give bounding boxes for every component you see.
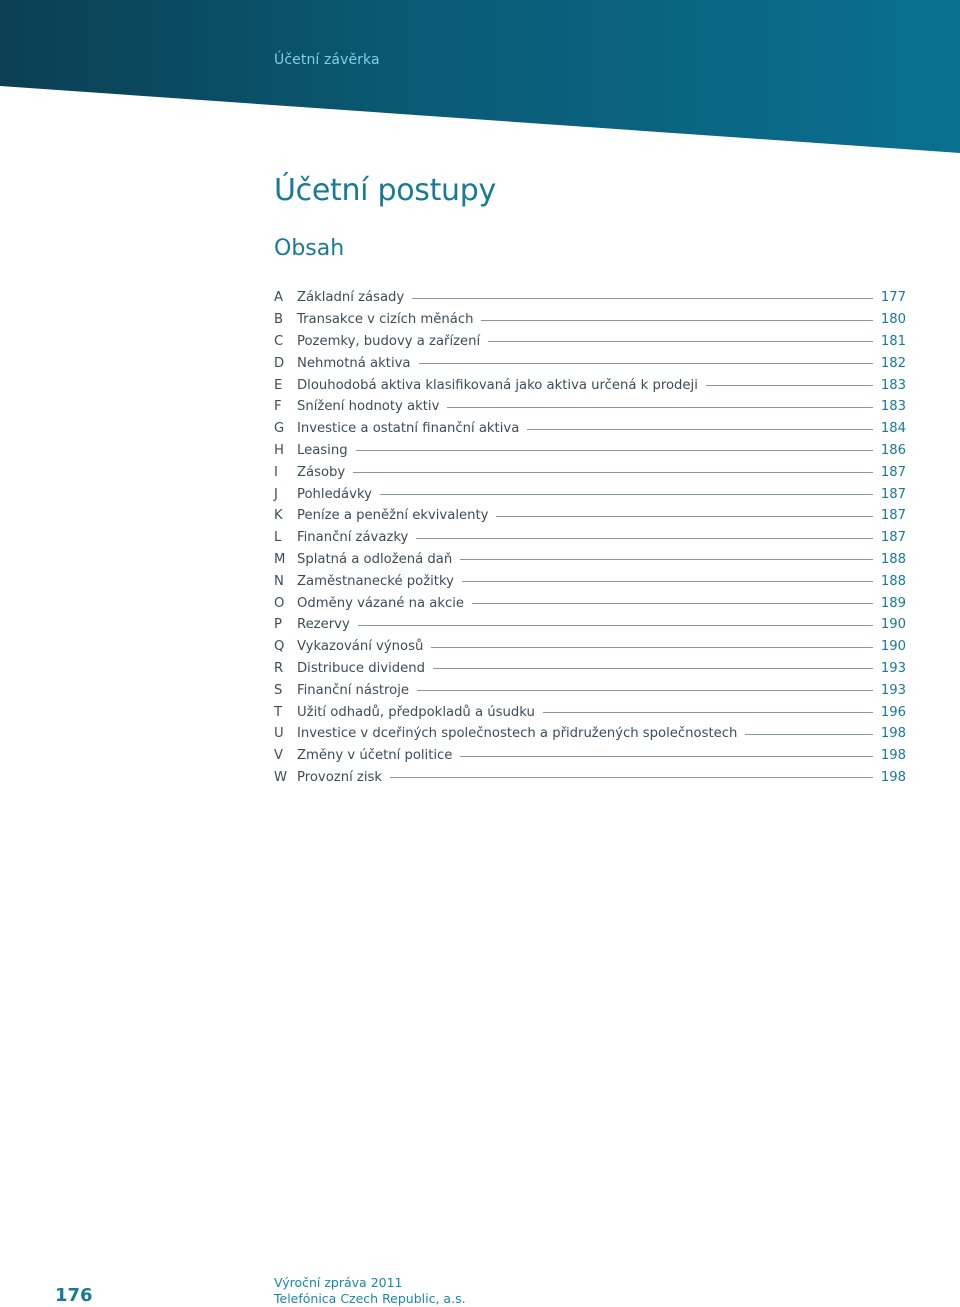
toc-entry-page: 190 bbox=[880, 639, 906, 655]
toc-entry[interactable] bbox=[274, 331, 906, 353]
toc-entry[interactable] bbox=[274, 636, 906, 658]
toc-entry-title: Investice v dceřiných společnostech a přidružených společnostech bbox=[297, 726, 738, 742]
toc-entry-page: 182 bbox=[880, 355, 906, 371]
toc-entry-title: Peníze a peněžní ekvivalenty bbox=[297, 508, 489, 524]
toc-entry[interactable] bbox=[274, 505, 906, 527]
toc-entry-page: 181 bbox=[880, 333, 906, 349]
toc-entry[interactable] bbox=[274, 352, 906, 374]
toc-leader-line bbox=[496, 516, 872, 517]
toc-entry-letter: L bbox=[274, 530, 282, 546]
toc-entry-title: Základní zásady bbox=[297, 290, 405, 306]
page-title: Účetní postupy bbox=[274, 173, 496, 208]
toc-entry-letter: T bbox=[274, 704, 283, 720]
toc-leader-line bbox=[419, 363, 873, 364]
toc-entry-page: 187 bbox=[880, 464, 906, 480]
toc-entry-title: Odměny vázané na akcie bbox=[297, 595, 464, 611]
toc-entry-letter: E bbox=[274, 377, 283, 393]
toc-entry-letter: N bbox=[274, 573, 284, 589]
toc-entry[interactable] bbox=[274, 396, 906, 418]
toc-entry-page: 198 bbox=[880, 769, 906, 785]
toc-entry[interactable] bbox=[274, 701, 906, 723]
toc-entry[interactable] bbox=[274, 287, 906, 309]
toc-entry-title: Dlouhodobá aktiva klasifikovaná jako aktiva určená k prodeji bbox=[297, 377, 698, 393]
toc-entry-letter: O bbox=[274, 595, 285, 611]
toc-entry-title: Transakce v cizích měnách bbox=[297, 312, 474, 328]
toc-entry-title: Užití odhadů, předpokladů a úsudku bbox=[297, 704, 535, 720]
toc-entry-letter: U bbox=[274, 726, 284, 742]
toc-entry-page: 190 bbox=[880, 617, 906, 633]
toc-entry-letter: D bbox=[274, 355, 285, 371]
toc-entry-letter: P bbox=[274, 617, 282, 633]
toc-entry[interactable] bbox=[274, 549, 906, 571]
toc-entry-page: 186 bbox=[880, 442, 906, 458]
toc-entry-letter: B bbox=[274, 312, 284, 328]
toc-entry-letter: Q bbox=[274, 639, 285, 655]
toc-entry-title: Zásoby bbox=[297, 464, 346, 480]
toc-entry-title: Snížení hodnoty aktiv bbox=[297, 399, 440, 415]
toc-leader-line bbox=[462, 581, 873, 582]
toc-entry-letter: R bbox=[274, 660, 284, 676]
section-label: Účetní závěrka bbox=[274, 52, 380, 68]
toc-entry[interactable] bbox=[274, 745, 906, 767]
toc-entry[interactable] bbox=[274, 679, 906, 701]
toc-entry-title: Splatná a odložená daň bbox=[297, 551, 453, 567]
toc-entry-page: 187 bbox=[880, 530, 906, 546]
toc-entry-page: 188 bbox=[880, 573, 906, 589]
footer-report-title: Výroční zpráva 2011 bbox=[274, 1275, 403, 1290]
toc-entry-letter: I bbox=[274, 464, 278, 480]
toc-leader-line bbox=[390, 777, 873, 778]
toc-entry-title: Investice a ostatní finanční aktiva bbox=[297, 421, 520, 437]
toc-entry[interactable] bbox=[274, 723, 906, 745]
toc-entry-page: 183 bbox=[880, 377, 906, 393]
toc-entry-title: Finanční nástroje bbox=[297, 682, 410, 698]
toc-leader-line bbox=[380, 494, 873, 495]
toc-leader-line bbox=[460, 756, 872, 757]
toc-entry-page: 196 bbox=[880, 704, 906, 720]
toc-entry[interactable] bbox=[274, 592, 906, 614]
toc-entry[interactable] bbox=[274, 418, 906, 440]
page-number: 176 bbox=[55, 1285, 93, 1306]
toc-entry-page: 187 bbox=[880, 508, 906, 524]
toc-entry-title: Pohledávky bbox=[297, 486, 372, 502]
toc-entry-page: 189 bbox=[880, 595, 906, 611]
toc-leader-line bbox=[431, 647, 873, 648]
toc-leader-line bbox=[433, 668, 873, 669]
toc-entry[interactable] bbox=[274, 527, 906, 549]
toc-entry-page: 184 bbox=[880, 421, 906, 437]
toc-entry[interactable] bbox=[274, 570, 906, 592]
toc-entry-letter: C bbox=[274, 333, 284, 349]
toc-entry[interactable] bbox=[274, 440, 906, 462]
toc-leader-line bbox=[412, 298, 873, 299]
header-band bbox=[0, 0, 960, 160]
toc-entry-title: Vykazování výnosů bbox=[297, 639, 424, 655]
toc-entry-title: Leasing bbox=[297, 442, 348, 458]
toc-entry-letter: S bbox=[274, 682, 283, 698]
toc-leader-line bbox=[488, 341, 873, 342]
toc-leader-line bbox=[356, 450, 873, 451]
toc-entry-page: 180 bbox=[880, 312, 906, 328]
toc-entry[interactable] bbox=[274, 658, 906, 680]
toc-leader-line bbox=[460, 559, 873, 560]
toc-leader-line bbox=[745, 734, 872, 735]
toc-entry-title: Zaměstnanecké požitky bbox=[297, 573, 454, 589]
toc-entry-letter: M bbox=[274, 551, 286, 567]
toc-entry-page: 177 bbox=[880, 290, 906, 306]
toc-heading: Obsah bbox=[274, 236, 345, 261]
toc-entry[interactable] bbox=[274, 767, 906, 789]
toc-leader-line bbox=[543, 712, 873, 713]
toc-leader-line bbox=[706, 385, 873, 386]
toc-entry-letter: W bbox=[274, 769, 288, 785]
toc-leader-line bbox=[417, 690, 873, 691]
toc-entry-letter: A bbox=[274, 290, 284, 306]
table-of-contents bbox=[274, 287, 906, 788]
footer bbox=[274, 1275, 466, 1307]
toc-entry-page: 187 bbox=[880, 486, 906, 502]
toc-leader-line bbox=[353, 472, 873, 473]
toc-entry-page: 193 bbox=[880, 682, 906, 698]
toc-entry-title: Distribuce dividend bbox=[297, 660, 425, 676]
toc-entry[interactable] bbox=[274, 461, 906, 483]
footer-company-name: Telefónica Czech Republic, a.s. bbox=[274, 1291, 466, 1306]
toc-entry-title: Rezervy bbox=[297, 617, 350, 633]
toc-entry-title: Nehmotná aktiva bbox=[297, 355, 411, 371]
toc-entry-title: Provozní zisk bbox=[297, 769, 383, 785]
toc-leader-line bbox=[481, 320, 872, 321]
toc-entry-page: 198 bbox=[880, 748, 906, 764]
toc-entry-page: 198 bbox=[880, 726, 906, 742]
toc-entry[interactable] bbox=[274, 614, 906, 636]
toc-entry-title: Pozemky, budovy a zařízení bbox=[297, 333, 481, 349]
toc-leader-line bbox=[358, 625, 873, 626]
toc-entry-page: 193 bbox=[880, 660, 906, 676]
toc-entry[interactable] bbox=[274, 483, 906, 505]
toc-entry-letter: J bbox=[274, 486, 278, 502]
toc-entry-title: Změny v účetní politice bbox=[297, 748, 453, 764]
toc-entry[interactable] bbox=[274, 309, 906, 331]
toc-entry-title: Finanční závazky bbox=[297, 530, 409, 546]
toc-entry[interactable] bbox=[274, 374, 906, 396]
toc-leader-line bbox=[416, 538, 872, 539]
toc-entry-letter: H bbox=[274, 442, 284, 458]
toc-entry-page: 188 bbox=[880, 551, 906, 567]
toc-entry-letter: G bbox=[274, 421, 285, 437]
toc-entry-page: 183 bbox=[880, 399, 906, 415]
toc-leader-line bbox=[447, 407, 872, 408]
toc-entry-letter: F bbox=[274, 399, 282, 415]
toc-entry-letter: V bbox=[274, 748, 284, 764]
toc-leader-line bbox=[472, 603, 873, 604]
toc-leader-line bbox=[527, 429, 873, 430]
toc-entry-letter: K bbox=[274, 508, 283, 524]
